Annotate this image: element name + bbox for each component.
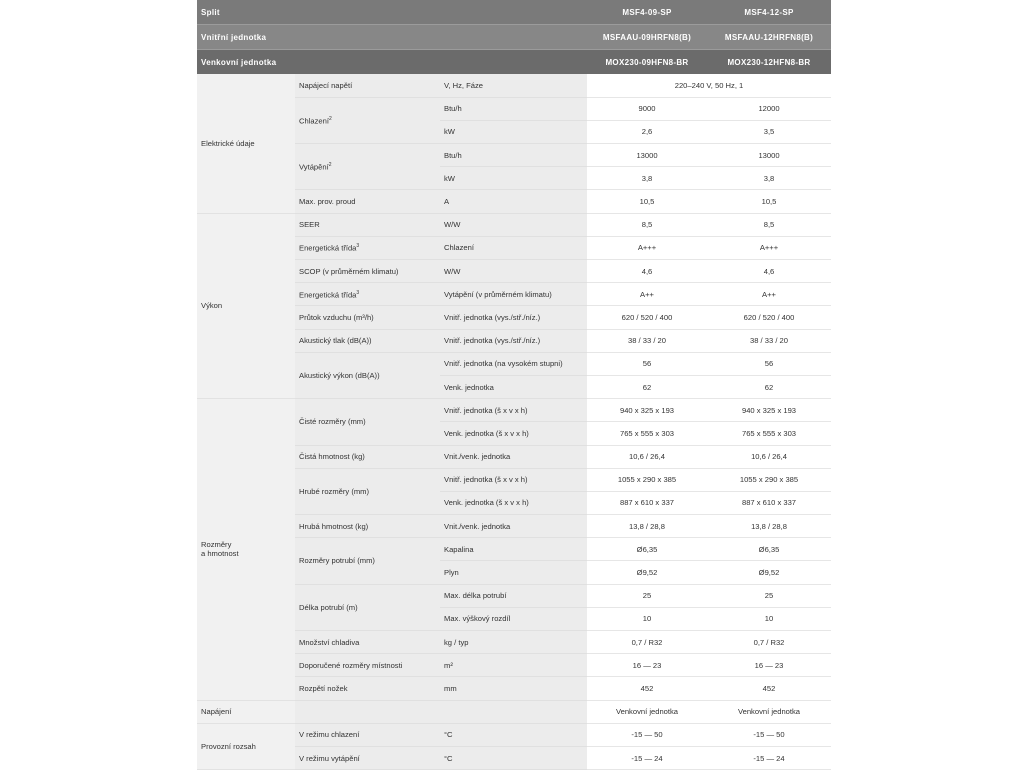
unit-label: Btu/h [440,144,587,167]
value-2: 38 / 33 / 20 [707,329,831,352]
model-2: MSFAAU-12HRFN8(B) [724,32,814,42]
header-label: Venkovní jednotka [201,57,277,67]
unit-label: kW [440,167,587,190]
unit-label: Max. výškový rozdíl [440,607,587,630]
value-1: Ø9,52 [587,561,707,584]
unit-label: Chlazení [440,236,587,259]
unit-label: Vytápění (v průměrném klimatu) [440,283,587,306]
value-2: 887 x 610 x 337 [707,491,831,514]
param-label: Max. prov. proud [295,190,440,213]
table-row [197,213,831,236]
table-row [197,700,831,723]
param-label: Množství chladiva [295,631,440,654]
param-label: V režimu chlazení [295,723,440,746]
value-1: Ø6,35 [587,538,707,561]
value-2: A++ [707,283,831,306]
value-1: 13,8 / 28,8 [587,515,707,538]
value-2: Venkovní jednotka [707,700,831,723]
param-label: Délka potrubí (m) [295,584,440,630]
param-label: Čisté rozměry (mm) [295,399,440,445]
value-1: 765 x 555 x 303 [587,422,707,445]
param-label: Rozměry potrubí (mm) [295,538,440,584]
unit-label: m² [440,654,587,677]
value-1: -15 — 50 [587,723,707,746]
value-2: 620 / 520 / 400 [707,306,831,329]
unit-label: Max. délka potrubí [440,584,587,607]
value-2: 13000 [707,144,831,167]
unit-label: V, Hz, Fáze [440,74,587,97]
value-1: 887 x 610 x 337 [587,491,707,514]
param-label: Akustický tlak (dB(A)) [295,329,440,352]
spec-sheet [197,0,831,770]
value-1: 10,6 / 26,4 [587,445,707,468]
value-1: 2,6 [587,120,707,143]
section-rozmery: Rozměry a hmotnost [197,399,295,700]
unit-label: W/W [440,213,587,236]
param-label: Energetická třída$^3$ [295,283,440,306]
header-row-outdoor [197,49,831,74]
value-1: 452 [587,677,707,700]
value-merged: 220–240 V, 50 Hz, 1 [587,74,831,97]
unit-label: kW [440,120,587,143]
param-label: Vytápění$^2$ [295,144,440,190]
value-2: 10,6 / 26,4 [707,445,831,468]
section-elektricke: Elektrické údaje [197,74,295,213]
model-1: MOX230-09HFN8-BR [605,57,689,67]
param-label: Akustický výkon (dB(A)) [295,352,440,398]
table-row [197,399,831,422]
unit-label: Vnitř. jednotka (na vysokém stupni) [440,352,587,375]
value-2: A+++ [707,236,831,259]
param-label: SCOP (v průměrném klimatu) [295,260,440,283]
header-label: Split [201,7,220,17]
param-label: Doporučené rozměry místnosti [295,654,440,677]
unit-label: W/W [440,260,587,283]
value-2: 56 [707,352,831,375]
header-row-split [197,0,831,24]
table-row [197,74,831,97]
param-label [295,700,440,723]
unit-label: Kapalina [440,538,587,561]
param-label: Čistá hmotnost (kg) [295,445,440,468]
model-1: MSF4-09-SP [622,7,672,17]
model-2: MSF4-12-SP [744,7,794,17]
value-1: 10,5 [587,190,707,213]
value-1: 4,6 [587,260,707,283]
param-label: Energetická třída$^3$ [295,236,440,259]
header-row-indoor [197,24,831,49]
unit-label: Vnit./venk. jednotka [440,445,587,468]
value-1: 13000 [587,144,707,167]
value-2: 3,8 [707,167,831,190]
unit-label: mm [440,677,587,700]
value-2: 16 — 23 [707,654,831,677]
value-1: A+++ [587,236,707,259]
value-1: 38 / 33 / 20 [587,329,707,352]
unit-label: Vnitř. jednotka (vys./stř./níz.) [440,306,587,329]
model-2: MOX230-12HFN8-BR [727,57,811,67]
value-2: 10 [707,607,831,630]
value-2: Ø6,35 [707,538,831,561]
unit-label: Vnit./venk. jednotka [440,515,587,538]
param-label: Průtok vzduchu (m³/h) [295,306,440,329]
value-2: 3,5 [707,120,831,143]
unit-label: °C [440,723,587,746]
value-2: 8,5 [707,213,831,236]
value-1: 16 — 23 [587,654,707,677]
param-label: V režimu vytápění [295,746,440,769]
value-1: 3,8 [587,167,707,190]
value-1: 1055 x 290 x 385 [587,468,707,491]
value-2: 4,6 [707,260,831,283]
value-1: 62 [587,375,707,398]
unit-label: Plyn [440,561,587,584]
header-label: Vnitřní jednotka [201,32,267,42]
unit-label [440,700,587,723]
unit-label: kg / typ [440,631,587,654]
spec-table [197,74,831,770]
section-vykon: Výkon [197,213,295,399]
value-2: 0,7 / R32 [707,631,831,654]
value-2: 10,5 [707,190,831,213]
value-1: 0,7 / R32 [587,631,707,654]
value-1: 10 [587,607,707,630]
value-2: 25 [707,584,831,607]
param-label: Hrubá hmotnost (kg) [295,515,440,538]
param-label: SEER [295,213,440,236]
value-1: -15 — 24 [587,746,707,769]
unit-label: Vnitř. jednotka (š x v x h) [440,399,587,422]
section-provozni: Provozní rozsah [197,723,295,769]
unit-label: Venk. jednotka [440,375,587,398]
unit-label: A [440,190,587,213]
param-label: Hrubé rozměry (mm) [295,468,440,514]
value-1: 620 / 520 / 400 [587,306,707,329]
unit-label: Venk. jednotka (š x v x h) [440,491,587,514]
value-1: 940 x 325 x 193 [587,399,707,422]
value-1: 8,5 [587,213,707,236]
param-label: Rozpětí nožek [295,677,440,700]
unit-label: Vnitř. jednotka (š x v x h) [440,468,587,491]
unit-label: Btu/h [440,97,587,120]
value-1: 25 [587,584,707,607]
unit-label: Venk. jednotka (š x v x h) [440,422,587,445]
unit-label: Vnitř. jednotka (vys./stř./níz.) [440,329,587,352]
value-2: 940 x 325 x 193 [707,399,831,422]
value-2: 765 x 555 x 303 [707,422,831,445]
value-2: -15 — 24 [707,746,831,769]
value-1: Venkovní jednotka [587,700,707,723]
value-1: 56 [587,352,707,375]
value-2: -15 — 50 [707,723,831,746]
value-2: 1055 x 290 x 385 [707,468,831,491]
value-2: 12000 [707,97,831,120]
value-2: 62 [707,375,831,398]
value-2: 13,8 / 28,8 [707,515,831,538]
value-1: A++ [587,283,707,306]
section-napajeni: Napájení [197,700,295,723]
param-label: Napájecí napětí [295,74,440,97]
param-label: Chlazení$^2$ [295,97,440,143]
value-2: 452 [707,677,831,700]
table-row [197,723,831,746]
unit-label: °C [440,746,587,769]
value-1: 9000 [587,97,707,120]
model-1: MSFAAU-09HRFN8(B) [602,32,692,42]
value-2: Ø9,52 [707,561,831,584]
